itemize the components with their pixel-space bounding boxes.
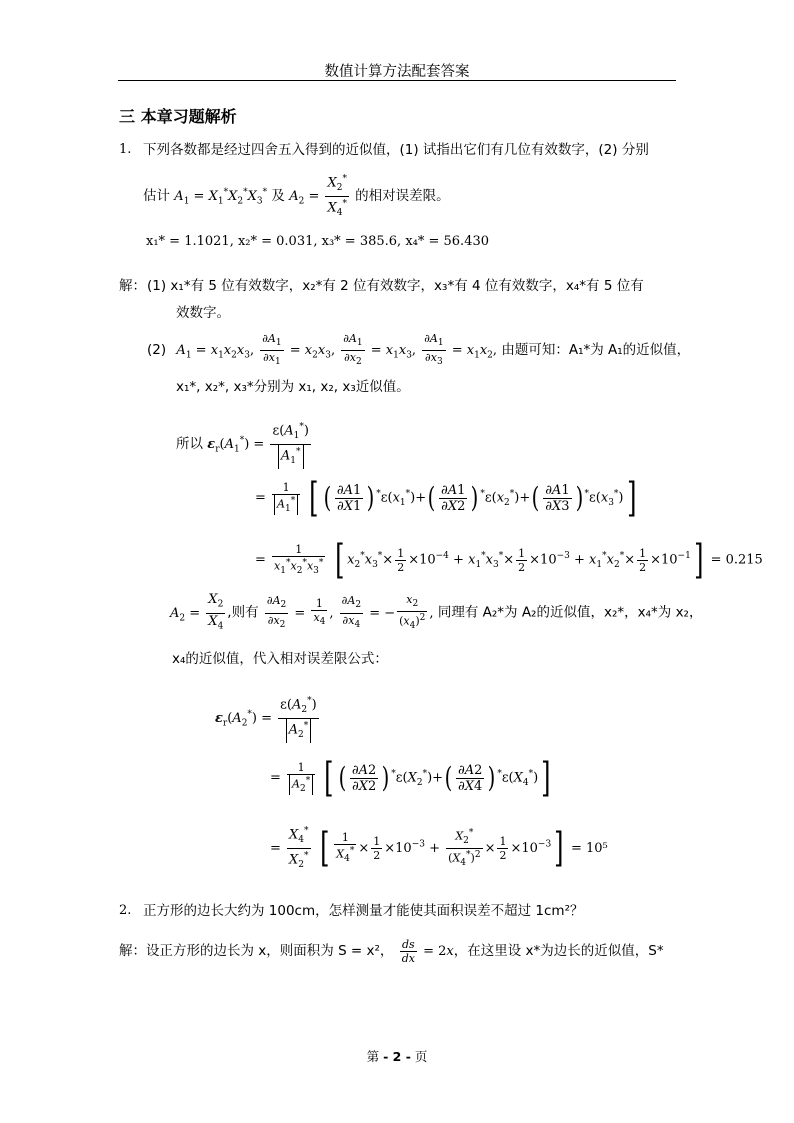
sol1-part1b: 效数字。 <box>176 305 230 321</box>
q2-text: 正方形的边长大约为 100cm，怎样测量才能使其面积误差不超过 1cm²？ <box>143 903 584 919</box>
q1-line1: 下列各数都是经过四舍五入得到的近似值，(1) 试指出它们有几位有效数字，(2) 分别 <box>143 142 649 158</box>
q1-values: x₁* = 1.1021, x₂* = 0.031, x₃* = 385.6, x₄* = 56.430 <box>146 234 490 249</box>
sol1-part2-text: 由题可知：A₁*为 A₁的近似值， <box>501 342 691 359</box>
sol1-part1: (1) x₁*有 5 位有效数字，x₂*有 2 位有效数字，x₃*有 4 位有效数字，x₄*有 5 位有 <box>147 278 644 294</box>
sol1-part2-prefix: (2) <box>147 342 167 359</box>
sol1-a2-line: $A_2$ = $\frac{X_2}{X_4}$ ,则有 $\frac{\partial A_2}{\partial x_2}$ = $\frac{1}{x_4}$ , $\frac{\partial A_2}{\partial x_4}$ = − $\frac{x_2}{(x_4)^2}$ , 同理有 A₂*为 A₂的近似值，x₂*，x₄*为 x₂， <box>170 592 703 632</box>
sol1-part2 <box>147 332 690 369</box>
sol1-eps-a2-numeric: = $\frac{X_4^*}{X_2^*}$ [ $\frac{1}{X_4^*}$ × $\frac{1}{2}$ $\times 10^{-3}$ + $\frac{X_2^*}{(X_4^*)^2}$ × $\frac{1}{2}$ $\times 10^{-3}] = 10^5$ <box>270 825 608 872</box>
section-heading: 三 本章习题解析 <box>119 107 237 126</box>
sol1-part5: x₄的近似值，代入相对误差限公式： <box>172 651 388 667</box>
sol2-line: 解：设正方形的边长为 x，则面积为 S = x²， $\frac{ds}{dx}$ = 2x，在这里设 x*为边长的近似值，S* <box>119 938 664 965</box>
sol2-text-b: ，在这里设 x*为边长的近似值，S* <box>453 943 664 959</box>
sol1-so: 所以 <box>176 435 203 452</box>
q1-formula-a2: $A_2$ = $\frac{X_2^*}{X_4^*}$ <box>289 174 347 218</box>
sol2-label: 解： <box>119 943 146 959</box>
sol1-label: 解： <box>119 278 146 294</box>
sol1-eps-a2: $\varepsilon_r(A_2^*)$ = $\frac{\varepsilon(A_2^*)}{A_2^*}$ <box>215 694 321 743</box>
q1-line2-suffix: 的相对误差限。 <box>355 187 450 204</box>
sol1-result1: = 0.215 <box>710 552 763 568</box>
sol1-result2: = 10⁵ <box>570 840 608 856</box>
page-footer <box>0 1047 794 1065</box>
q2-number: 2. <box>119 903 132 918</box>
sol1-eps-a1: 所以 $\varepsilon_r(A_1^*)$ = $\frac{\varepsilon(A_1^*)}{A_1^*}$ <box>176 420 313 469</box>
q1-line2: 估计 $A_1 = X_1^*X_2^*X_3^*$ 及 $A_2$ = $\frac{X_2^*}{X_4^*}$ 的相对误差限。 <box>143 174 450 218</box>
header-rule <box>118 80 676 81</box>
sol1-part3: x₁*, x₂*, x₃*分别为 x₁, x₂, x₃近似值。 <box>176 379 410 395</box>
q1-line2-prefix: 估计 <box>143 187 170 204</box>
sol1-eps-a1-numeric: = $\frac{1}{x_1^*x_2^*x_3^*}$ [ $x_2^*x_3^*\times$ $\frac{1}{2}$ $\times 10^{-4} + x_1^*x_3^*\times$ $\frac{1}{2}$ $\times 10^{-3} + x_1^*x_2^*\times$ $\frac{1}{2}$ $\times 10^{-1}] = 0.215$ <box>255 537 763 583</box>
sol1-partial-derivs: $A_1 = x_1x_2x_3$, $\frac{\partial A_1}{\partial x_1}$ = $x_2x_3$, $\frac{\partial A_1}{\partial x_2}$ = $x_1x_3$, $\frac{\partial A_1}{\partial x_3}$ = $x_1x_2$, <box>176 332 498 368</box>
footer-suffix: 页 <box>414 1049 428 1064</box>
footer-prefix: 第 <box>366 1049 380 1064</box>
sol1-part4-text: 同理有 A₂*为 A₂的近似值，x₂*，x₄*为 x₂， <box>437 604 703 621</box>
q1-number: 1. <box>119 142 132 157</box>
footer-page-number: - 2 - <box>383 1049 411 1064</box>
page-header-title: 数值计算方法配套答案 <box>324 64 470 80</box>
sol1-eps-a2-expanded: = $\frac{1}{A_2^*}$ [ ( $\frac{\partial A2}{\partial X2}$ ) $^*\varepsilon(X_2^*)+$( $\frac{\partial A2}{\partial X4}$ ) $^*\varepsilon(X_4^*)$] <box>270 755 551 801</box>
q1-formula-a1: $A_1 = X_1^*X_2^*X_3^*$ <box>174 187 268 207</box>
sol2-text-a: 设正方形的边长为 x，则面积为 S = x²， <box>146 943 394 959</box>
sol1-eps-a1-expanded: = $\frac{1}{A_1^*}$ [ ( $\frac{\partial A1}{\partial X1}$ ) $^*\varepsilon(x_1^*)+$( $\frac{\partial A1}{\partial X2}$ ) $^*\varepsilon(x_2^*)+$( $\frac{\partial A1}{\partial X3}$ ) $^*\varepsilon(x_3^*)$] <box>255 475 636 521</box>
